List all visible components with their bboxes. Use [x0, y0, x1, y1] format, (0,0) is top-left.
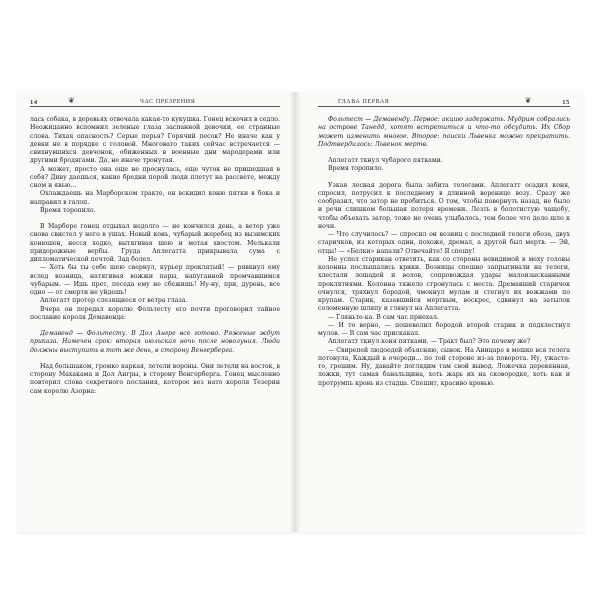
paragraph: лась собака, в деревьях отвечала какая-то кукушка. Гонец вскочил в седло. Неожиданно вспомнил зеленые глаза заспанной девочки, ее странные слова. Тихая опасность? Серые перья? Горячий песок? Не иначе как у девки не в порядке с головой. Многовато таких сейчас встречается — свихнувшихся девчонок, обиженных в военные дни мародерами или другими бродягами. Да, не иначе тронутая.	[30, 116, 280, 165]
book-gutter	[289, 92, 301, 532]
paragraph-gap	[30, 355, 280, 363]
paragraph: — Свирепей людоедей объясняю, сынок. На Аницаре в мешке вся телега потонула, Каждый в очереди... по той стороне из-за поворота. Ну, ужасте-то, грешим. Ну, давайте поглядим там свой вывод. Ложечка деревянная, ложки, тут самая банальщина, хоть жарь их на сковородке, хоть как и протрумпь кровь из стадца. Спешит, красиво кровью.	[318, 346, 570, 387]
paragraph-gap	[318, 174, 570, 182]
right-page-body	[318, 116, 570, 388]
paragraph: Аплегатт ткнул коня пятками. — Тракт был? Это почему же?	[328, 338, 531, 346]
paragraph: Вчера он передал королю Фольтесту его почти проговорил тайное послание короля Демавенда:	[30, 305, 280, 321]
right-page	[318, 92, 570, 532]
header-rule	[30, 106, 280, 107]
paragraph: Охлаждаешь на Марборском тракте, он вскидил коню пятки в бока и направил в галоп.	[30, 190, 280, 206]
paragraph: — И то верно, — пошевелил бородой второй старик и подхлестнул мулов. — В сам час прискакал.	[318, 321, 570, 337]
paragraph: — Гляньте-ка. В сам час приехал.	[328, 313, 439, 321]
paragraph: — Хоть бы ты себе шею свернул, курьер проклятый! — рявкнул ему вслед возница, натягивая вожжи пары, напуганной промчавшимся чубарым. — Ишь прет, песеда ему не сбежишь! Ну-ну, при, дурень, все одно — от смерти не уйдешь!	[30, 264, 280, 296]
header-rule	[318, 106, 570, 107]
left-page-number: 14	[30, 99, 38, 106]
left-page-body	[30, 116, 280, 396]
paragraph: Не успел старикан ответить, как со стороны невидимой в меху головы колонны послышались крики. Возницы спешно запрыгивали на телеги, хлестали лошадей и волов, сопровождая удары малоизысканными проклятиями. Колонна тяжело стронулась с места. Дремавший старичок очнулся, тряхнул бородой, чмокнул мулам и стегнул их вожжами по крупам. Старик, казавшийся мертвым, воскрес, сдвинул на затылок соломенную шляпу и глянул на Аплегатта.	[318, 255, 570, 313]
paragraph: — Что случилось? — спросил он возниц с последней телеги обоза, двух старичков, из которых один, похоже, дремал, а другой был мертв. — Эй, отцы! — «Белки» напали? Отвечайте! Я спешу!	[318, 231, 570, 255]
paragraph: Узкая лесная дорога была забита телегами. Аплегатт осадил коня, спросил, потрусил к последнему в длинной веренице возу. Сразу же сообразил, что затор не пробиться. О том, чтобы повернуть назад, не было и речи слишком большая потеря времени. Лезть в болотистую чащобу, чтобы объехать затор, тоже не очень улыбалось, тем более что дело шло к ночи.	[318, 181, 570, 230]
paragraph: А может, просто она еще не проснулась, еще чуток не пришедшая в себя? Диву даешься, какие бредни порой люди плетут на рассвете, между сном и явью...	[30, 165, 280, 189]
right-running-title: ГЛАВА ПЕРВАЯ	[338, 99, 390, 105]
paragraph-gap	[30, 215, 280, 223]
paragraph: Над большаком, громко каркая, летели вороны. Они летели на восток, в сторону Махакама и Дол Ангры, в сторону Венгерберга. Гонец мысленно повторил слова секретного послания, которое вез нато короля Тезерин сам королю Азорна:	[30, 362, 280, 395]
paragraph: Аплегатт ткнул чубарого пятками.	[328, 157, 443, 164]
paragraph: Время торопило.	[328, 165, 384, 173]
paragraph: Время торопило.	[40, 206, 96, 214]
ornament-icon: ❦	[68, 96, 76, 105]
left-page	[30, 92, 280, 532]
paragraph-gap	[318, 149, 570, 157]
left-running-title: ЧАС ПРЕЗРЕНИЯ	[140, 99, 196, 105]
right-page-header	[318, 92, 570, 106]
paragraph: Демавенд — Фольтесту. В Дол Ангре все готово. Ряженые ждут приказа. Намечен срок: вторая июльская ночь после новолуния. Люди должны выступить в тот же день, в сторону Венгерберга.	[30, 330, 280, 354]
paragraph-gap	[30, 322, 280, 330]
paragraph: Фольтест — Демавенду. Первое: акцию задержать. Мудрим собрались на острове Танедд, хотят встретиться и что-то обсудить. Их Сбор может изменить многое. Второе: поиски Львенка можно прекратить. Подтвердилось: Львенок мертв.	[318, 116, 570, 148]
left-page-header	[30, 92, 280, 106]
paragraph: В Марборе гонец отдыхал недолго — не кончился день, а ветер уже снова свистел у него в ушах. Новый конь, чубарый жеребец из вызимских конюшен, несся ходко, вытягивая шею и мотая хвостом. Мелькали придорожные вербы. Груда Аплегатта прикрывала сума с дипломатической почтой. Зад болел.	[30, 223, 280, 263]
right-page-number: 15	[562, 99, 570, 106]
ornament-icon: ❦	[524, 96, 532, 105]
paragraph: Аплегатт протер слезящиеся от ветра глаза.	[40, 297, 188, 305]
